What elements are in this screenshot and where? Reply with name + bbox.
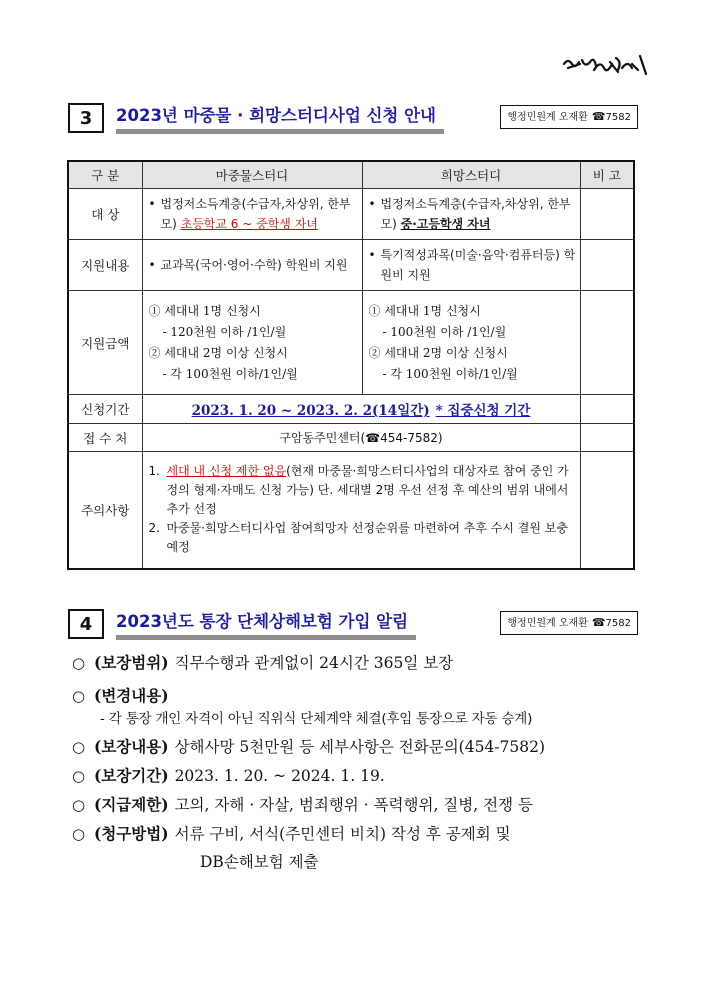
caution-number: 2. [148, 521, 160, 536]
table-header-row [68, 161, 634, 189]
section-4-header [68, 609, 638, 639]
contact-phone: 7582 [605, 618, 631, 629]
item-text: 2023. 1. 20. ~ 2024. 1. 19. [174, 767, 385, 785]
list-item [72, 765, 648, 787]
claim-continuation: DB손해보험 제출 [200, 853, 319, 871]
table-row [68, 452, 634, 569]
support-col2: 특기적성과목(미술·음악·컴퓨터등) 학원비 지원 [380, 248, 576, 282]
office-value: 구암동주민센터(☎454-7582) [142, 424, 580, 452]
list-item [72, 794, 648, 816]
section-number: 3 [68, 103, 104, 133]
period-note: * 집중신청 기간 [435, 403, 531, 419]
item-label: (보장내용) [94, 737, 169, 756]
item-text: 고의, 자해 · 자살, 범죄행위 · 폭력행위, 질병, 전쟁 등 [174, 796, 533, 814]
target-col1-highlight: 초등학교 6 ~ 중학생 자녀 [180, 217, 318, 231]
table-row: 지원내용 • 교과목(국어·영어·수학) 학원비 지원 • 특기적성과목(미술·음악·컴퓨터등) 학원비 지원 [68, 240, 634, 291]
table-row [68, 291, 634, 395]
circle-bullet-icon: ○ [72, 654, 86, 672]
item-label: (청구방법) [94, 824, 169, 843]
phone-icon: ☎ [591, 616, 606, 629]
amount-col1-line: - 120천원 이하 /1인/월 [162, 324, 287, 339]
item-text: 상해사망 5천만원 등 세부사항은 전화문의(454-7582) [174, 738, 546, 756]
row-label: 지원내용 [68, 240, 142, 291]
circle-bullet-icon: ○ [72, 738, 86, 756]
item-text: 직무수행과 관계없이 24시간 365일 보장 [174, 654, 454, 672]
table-row: 대 상 • 법정저소득계층(수급자,차상위, 한부모) 초등학교 6 ~ 중학생 자녀 • 법정저소득계층(수급자,차상위, 한부모) 중·고등학생 자녀 [68, 189, 634, 240]
list-item [72, 736, 648, 758]
circle-bullet-icon: ○ [72, 825, 86, 843]
caution-number: 1. [148, 464, 160, 479]
list-item [72, 823, 648, 845]
header-category: 구 분 [68, 161, 142, 189]
amount-col1-line: ① 세대내 1명 신청시 [148, 303, 261, 318]
row-label: 대 상 [68, 189, 142, 240]
contact-label: 행정민원계 오재환 [507, 112, 588, 123]
item-text: 서류 구비, 서식(주민센터 비치) 작성 후 공제회 및 [174, 825, 511, 843]
contact-label: 행정민원계 오재환 [507, 618, 588, 629]
item-label: (지급제한) [94, 795, 169, 814]
insurance-info-list [72, 652, 648, 873]
row-label: 주의사항 [68, 452, 142, 569]
header-col2: 희망스터디 [362, 161, 580, 189]
list-item [72, 685, 648, 707]
row-label: 신청기간 [68, 395, 142, 424]
contact-box [500, 611, 638, 635]
circle-bullet-icon: ○ [72, 796, 86, 814]
contact-box [500, 105, 638, 129]
amount-col2-line: - 100천원 이하 /1인/월 [382, 324, 507, 339]
application-period: 2023. 1. 20 ~ 2023. 2. 2(14일간) [191, 403, 430, 419]
phone-icon: ☎ [591, 110, 606, 123]
item-label: (보장범위) [94, 653, 169, 672]
row-label: 지원금액 [68, 291, 142, 395]
section-title: 2023년 마중물 · 희망스터디사업 신청 안내 [116, 103, 444, 134]
list-item [72, 652, 648, 674]
circle-bullet-icon: ○ [72, 687, 86, 705]
table-row [68, 395, 634, 424]
amount-col2-line: - 각 100천원 이하/1인/월 [382, 366, 518, 381]
amount-col2-line: ② 세대내 2명 이상 신청시 [368, 345, 508, 360]
section-title: 2023년도 통장 단체상해보험 가입 알림 [116, 609, 416, 640]
support-col1: 교과목(국어·영어·수학) 학원비 지원 [160, 258, 348, 272]
change-detail: - 각 통장 개인 자격이 아닌 직위식 단체계약 체결(후임 통장으로 자동 승계) [100, 711, 533, 727]
amount-col2-line: ① 세대내 1명 신청시 [368, 303, 481, 318]
section-number: 4 [68, 609, 104, 639]
logo-signature [560, 50, 650, 82]
target-col2-text: 법정저소득계층(수급자,차상위, 한부모) [380, 197, 571, 231]
amount-col1-line: - 각 100천원 이하/1인/월 [162, 366, 298, 381]
target-col1-text: 법정저소득계층(수급자,차상위, 한부모) [160, 197, 351, 231]
header-col1: 마중물스터디 [142, 161, 362, 189]
item-label: (변경내용) [94, 686, 169, 705]
amount-col1-line: ② 세대내 2명 이상 신청시 [148, 345, 288, 360]
section-3-header [68, 103, 638, 133]
study-program-table [67, 160, 635, 570]
header-note: 비 고 [580, 161, 634, 189]
caution-highlight: 세대 내 신청 제한 없음 [166, 464, 287, 479]
table-row [68, 424, 634, 452]
row-label: 접 수 처 [68, 424, 142, 452]
target-col2-highlight: 중·고등학생 자녀 [400, 217, 491, 231]
contact-phone: 7582 [605, 112, 631, 123]
circle-bullet-icon: ○ [72, 767, 86, 785]
caution-text: (현재 마중물·희망스터디사업의 대상자로 참여 중인 가정의 형제·자매도 신청 가능) 단. 세대별 2명 우선 선정 후 예산의 범위 내에서 추가 선정 [166, 464, 569, 517]
item-label: (보장기간) [94, 766, 169, 785]
caution-text: 마중물·희망스터디사업 참여희망자 선정순위를 마련하여 추후 수시 결원 보충 예정 [166, 521, 568, 555]
